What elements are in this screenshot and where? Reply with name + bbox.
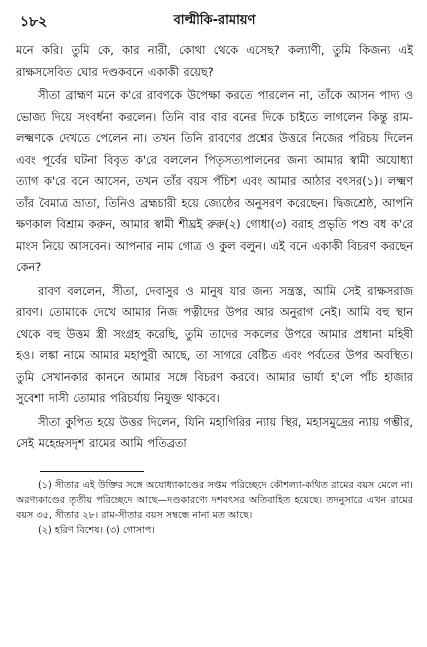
footnote: (১) সীতার এই উক্তির সঙ্গে অযোধ্যাকাণ্ডের সপ্তম পরিচ্ছেদে কৌশল্যা-কথিত রামের বয়স মেলে না। অরণ্যকাণ্ডের তৃতীয় পরিচ্ছেদে আছে—দণ্ডকারণ্যে দশবৎসর অতিবাহিত হয়েছে। তদনুসারে এখন রামের বয়স ৩৫, সীতার ২৮। রাম-সীতার বয়স সম্বন্ধে নানা মত আছে। [16,479,413,521]
paragraph: সীতা কুপিত হয়ে উত্তর দিলেন, যিনি মহাগিরির ন্যায় স্থির, মহাসমুদ্রের ন্যায় গম্ভীর, সেই মহেন্দ্রসদৃশ রামের আমি পতিব্রতা [16,415,413,450]
paragraph: মনে করি। তুমি কে, কার নারী, কোথা থেকে এসেছ? কল্যাণী, তুমি কিজন্য এই রাক্ষসসেবিত ঘোর দণ্ডকবনে একাকী রয়েছ? [16,44,413,79]
paragraph: সীতা ব্রাহ্মণ মনে ক'রে রাবণকে উপেক্ষা করতে পারলেন না, তাঁকে আসন পাদ্য ও ভোজ্য দিয়ে সংবর্ধনা করলেন। তিনি বার বার বনের দিকে চাইতে লাগলেন কিন্তু রাম-লক্ষ্মণকে দেখতে পেলেন না। তখন তিনি রাবণের প্রশ্নের উত্তরে নিজের পরিচয় দিলেন এবং পূর্বের ঘটনা বিবৃত ক'রে বললেন পিতৃসত্যপালনের জন্য আমার স্বামী অযোধ্যা ত্যাগ ক'রে বনে আসেন, তখন তাঁর বয়স পঁচিশ এবং আমার আঠার বৎসর(১)। লক্ষ্মণ তাঁর বৈমাত্র ভ্রাতা, তিনিও ব্রহ্মচারী হয়ে জ্যেষ্ঠের অনুসরণ করেছেন। দ্বিজশ্রেষ্ঠ, আপনি ক্ষণকাল বিশ্রাম করুন, আমার স্বামী শীঘ্রই রুরু(২) গোধা(৩) বরাহ প্রভৃতি পশু বধ ক'রে মাংস নিয়ে আসবেন। আপনার নাম গোত্র ও কুল বলুন। এই বনে একাকী বিচরণ করছেন কেন? [16,89,413,274]
footnote-divider [40,471,144,472]
footnote: (২) হরিণ বিশেষ। (৩) গোসাপ। [38,524,155,536]
page-header [16,6,413,28]
running-title: বাল্মীকি-রামায়ণ [173,13,256,28]
page-number: ১৮২ [20,14,48,30]
paragraph: রাবণ বললেন, সীতা, দেবাসুর ও মানুষ যার জন্য সন্ত্রস্ত, আমি সেই রাক্ষসরাজ রাবণ। তোমাকে দেখে আমার নিজ পত্নীদের উপর আর অনুরাগ নেই। আমি বহু স্থান থেকে বহু উত্তম স্ত্রী সংগ্রহ করেছি, তুমি তাদের সকলের উপরে আমার প্রধানা মহিষী হও। লঙ্কা নামে আমার মহাপুরী আছে, তা সাগরে বেষ্টিত এবং পর্বতের উপর অবস্থিত। তুমি সেখানকার কাননে আমার সঙ্গে বিচরণ করবে। আমার ভার্যা হ'লে পাঁচ হাজার সুবেশা দাসী তোমার পরিচর্যায় নিযুক্ত থাকবে। [16,284,413,405]
body-text [16,40,413,455]
footnotes [16,478,413,538]
